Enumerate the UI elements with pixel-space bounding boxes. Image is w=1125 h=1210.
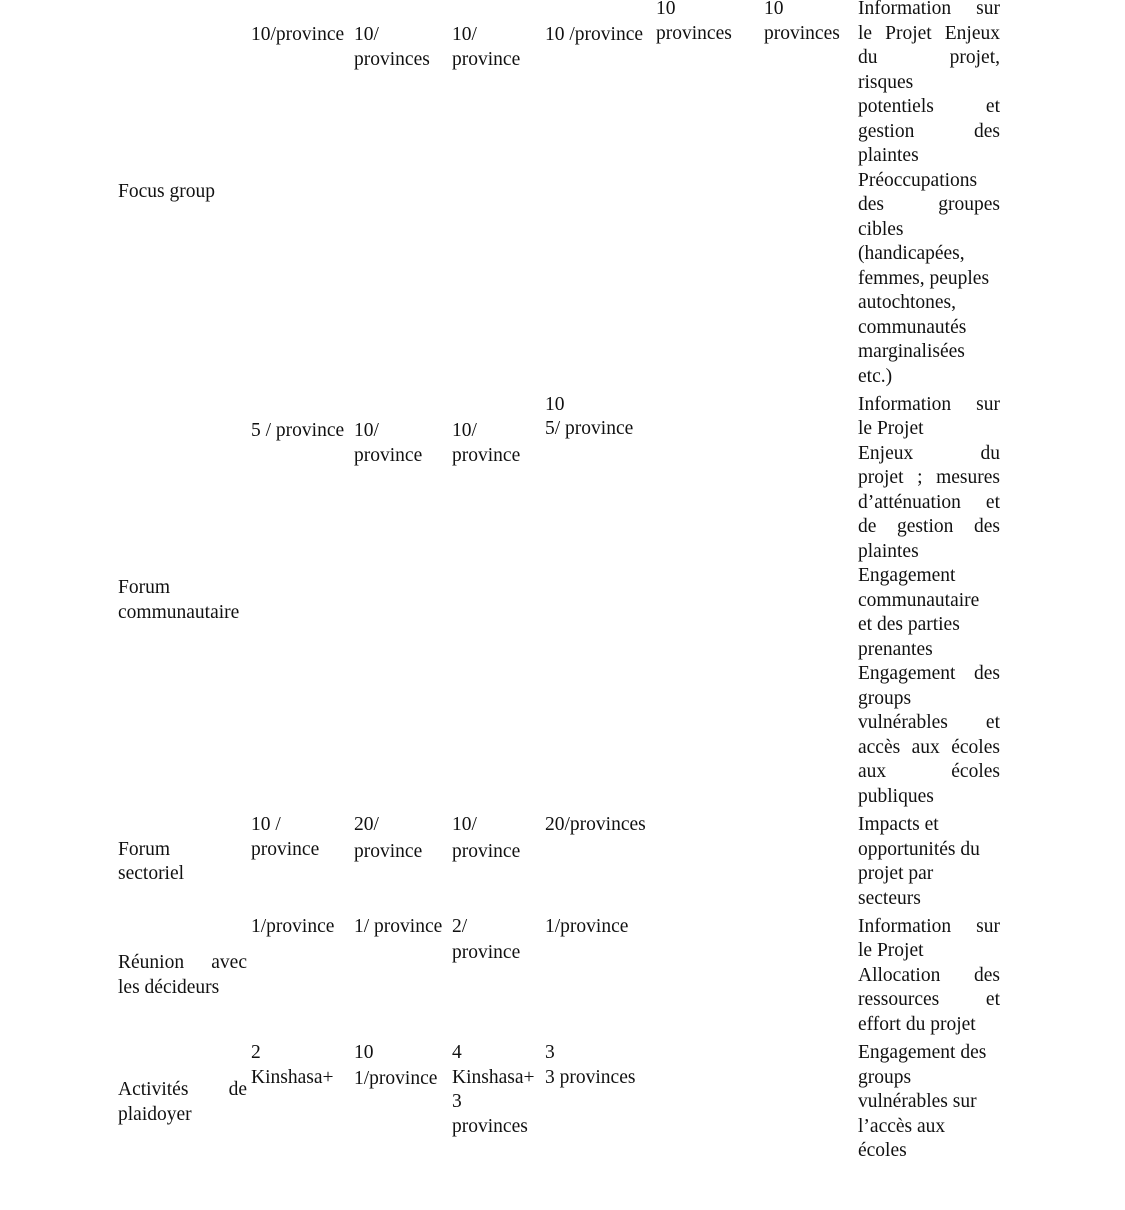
word: accès [858,737,901,758]
cell-line: Forum [118,577,171,598]
cell-line: Forum [118,839,171,860]
word: écoles [951,761,1000,782]
cell-line: le Projet [858,418,924,439]
word: des [974,965,1000,986]
cell-line: 5/ province [545,418,634,439]
word: Enjeux [944,23,1000,44]
cell-line: 10/ [354,420,379,441]
cell-line: projet par [858,863,934,884]
cell-line: communautés [858,317,967,338]
word: projet, [949,47,1000,68]
cell-line: 4 [452,1042,462,1063]
word: groupes [938,194,1000,215]
word: projet [858,467,904,488]
cell-line: 10/ [452,420,477,441]
cell-line: communautaire [118,602,240,623]
word: avec [211,952,247,973]
cell-line: effort du projet [858,1014,976,1035]
word: aux [858,761,887,782]
word: du [980,443,1000,464]
cell-line: 2 [251,1042,261,1063]
cell-line: Impacts et [858,814,939,835]
cell-line [118,1078,247,1103]
cell-line: provinces [764,23,840,44]
cell-line: risques [858,72,914,93]
word: et [985,492,1000,513]
cell-line [858,915,1000,940]
cell-line: l’accès aux [858,1116,946,1137]
cell-line: 10 [656,0,676,19]
cell-line: autochtones, [858,292,957,313]
cell-line: secteurs [858,888,921,909]
word: d’atténuation [858,492,961,513]
cell-line: cibles [858,219,904,240]
cell-line [858,120,1000,145]
cell-line: 10/ [452,814,477,835]
cell-line: province [452,49,521,70]
cell-line [858,662,1000,687]
cell-line: communautaire [858,590,980,611]
cell-line: provinces [452,1116,528,1137]
word: ressources [858,989,940,1010]
word: Activités [118,1079,189,1100]
cell-line [858,964,1000,989]
cell-line: etc.) [858,366,893,387]
cell-line [858,711,1000,736]
cell-line: plaintes [858,541,919,562]
cell-line [858,466,1000,491]
word: de [858,516,877,537]
cell-line: 3 [545,1042,555,1063]
word: mesures [936,467,1000,488]
cell-line: 1/province [354,1068,438,1089]
cell-line [858,760,1000,785]
word: Projet [885,23,932,44]
cell-line: 10 /province [545,24,644,45]
cell-line: plaidoyer [118,1104,192,1125]
cell-line: et des parties [858,614,960,635]
cell-line [858,0,1000,22]
cell-line: 20/provinces [545,814,646,835]
word: et [985,96,1000,117]
cell-line [858,736,1000,761]
cell-line: écoles [858,1140,907,1161]
cell-line: 10 / [251,814,281,835]
cell-line: Préoccupations [858,170,978,191]
word: Information [858,916,952,937]
cell-line: groups [858,1067,912,1088]
cell-line: province [452,445,521,466]
cell-line: 1/province [251,916,335,937]
cell-line: province [452,841,521,862]
cell-line [858,393,1000,418]
word: du [858,47,878,68]
cell-line: (handicapées, [858,243,965,264]
word: Enjeux [858,443,914,464]
cell-line: provinces [656,23,732,44]
word: gestion [858,121,915,142]
cell-line: 10/ [452,24,477,45]
cell-line: plaintes [858,145,919,166]
word: vulnérables [858,712,948,733]
cell-line: province [354,841,423,862]
cell-line: Focus group [118,181,215,202]
cell-line [858,988,1000,1013]
word: sur [976,916,1000,937]
cell-line: groups [858,688,912,709]
cell-line: 1/province [545,916,629,937]
word: Information [858,394,952,415]
word: et [985,989,1000,1010]
cell-line: Engagement [858,565,956,586]
word: des [858,194,884,215]
cell-line: 1/ province [354,916,443,937]
cell-line: Kinshasa+ [452,1067,535,1088]
word: le [858,23,873,44]
cell-line: marginalisées [858,341,965,362]
word: potentiels [858,96,934,117]
cell-line: province [354,445,423,466]
cell-line: prenantes [858,639,933,660]
cell-line: 10 [545,394,565,415]
cell-line [858,22,1000,47]
cell-line: sectoriel [118,863,185,884]
word: des [974,663,1000,684]
word: Information [858,0,952,19]
cell-line: 10 [354,1042,374,1063]
cell-line: provinces [354,49,430,70]
cell-line [858,46,1000,71]
cell-line: vulnérables sur [858,1091,977,1112]
word: Réunion [118,952,185,973]
word: ; [917,467,923,488]
cell-line: les décideurs [118,977,220,998]
cell-line: Kinshasa+ [251,1067,334,1088]
word: sur [976,394,1000,415]
word: aux [911,737,940,758]
cell-line [858,95,1000,120]
cell-line [858,442,1000,467]
word: des [974,516,1000,537]
cell-line: province [251,839,320,860]
word: écoles [951,737,1000,758]
cell-line: 10/province [251,24,345,45]
cell-line [858,491,1000,516]
word: et [985,712,1000,733]
cell-line: 2/ [452,916,468,937]
cell-line: le Projet [858,940,924,961]
cell-line: 5 / province [251,420,345,441]
cell-line: 3 [452,1091,462,1112]
cell-line: femmes, peuples [858,268,990,289]
cell-line: 10 [764,0,784,19]
cell-line: publiques [858,786,934,807]
word: Allocation [858,965,941,986]
cell-line: 3 provinces [545,1067,636,1088]
word: sur [976,0,1000,19]
cell-line: 20/ [354,814,379,835]
cell-line [118,951,247,976]
word: des [974,121,1000,142]
word: de [228,1079,247,1100]
cell-line: Engagement des [858,1042,987,1063]
cell-line [858,515,1000,540]
cell-line: province [452,942,521,963]
word: gestion [897,516,954,537]
cell-line [858,193,1000,218]
word: Engagement [858,663,956,684]
cell-line: 10/ [354,24,379,45]
cell-line: opportunités du [858,839,980,860]
